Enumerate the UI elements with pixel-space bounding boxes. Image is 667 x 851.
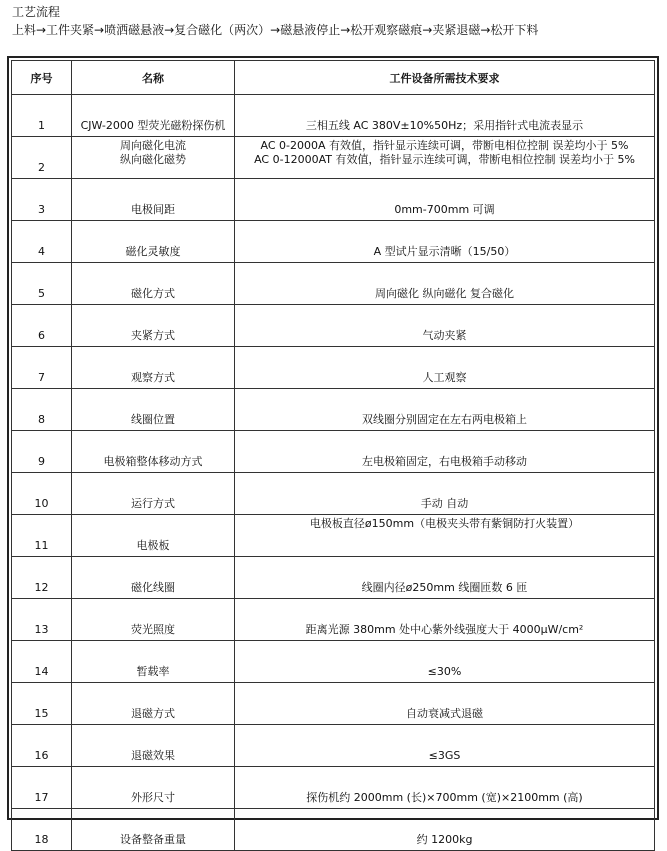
item-name-line: 外形尺寸 (131, 791, 175, 804)
item-requirement (235, 389, 655, 431)
table-row (12, 179, 655, 221)
item-requirement-line: 周向磁化 纵向磁化 复合磁化 (375, 287, 514, 300)
item-name-line: 周向磁化电流 (120, 139, 186, 152)
item-requirement-line: 约 1200kg (416, 833, 473, 846)
item-name-line: 纵向磁化磁势 (120, 153, 186, 166)
table-header-row (12, 61, 655, 95)
table-row (12, 305, 655, 347)
section-heading: 工艺流程 (12, 5, 61, 19)
item-name (72, 809, 235, 851)
row-number: 4 (12, 221, 72, 263)
table-row (12, 809, 655, 851)
item-requirement-line: ≤30% (427, 665, 462, 678)
row-number: 3 (12, 179, 72, 221)
header-requirement: 工件设备所需技术要求 (235, 61, 655, 95)
item-name (72, 725, 235, 767)
row-number: 1 (12, 95, 72, 137)
row-number: 13 (12, 599, 72, 641)
item-name (72, 95, 235, 137)
table-row (12, 641, 655, 683)
table-row (12, 263, 655, 305)
spec-table (11, 60, 655, 851)
item-requirement (235, 137, 655, 179)
item-name (72, 305, 235, 347)
item-requirement (235, 809, 655, 851)
item-requirement-line: 三相五线 AC 380V±10%50Hz；采用指针式电流表显示 (305, 119, 584, 132)
row-number: 14 (12, 641, 72, 683)
item-name-line: 设备整备重量 (120, 833, 186, 846)
item-name-line: 运行方式 (131, 497, 175, 510)
item-name (72, 641, 235, 683)
item-name-line: 磁化灵敏度 (125, 245, 181, 258)
item-name-line: 暂载率 (136, 665, 170, 678)
table-row (12, 515, 655, 557)
item-name-line: 退磁方式 (131, 707, 175, 720)
table-row (12, 389, 655, 431)
item-name (72, 179, 235, 221)
item-name (72, 347, 235, 389)
item-requirement-line: 气动夹紧 (422, 329, 467, 342)
item-requirement-line: 手动 自动 (420, 497, 469, 510)
item-name-line: 线圈位置 (131, 413, 175, 426)
item-name-line: 夹紧方式 (131, 329, 175, 342)
row-number: 16 (12, 725, 72, 767)
row-number: 9 (12, 431, 72, 473)
item-name-line: 电极间距 (131, 203, 175, 216)
item-name (72, 431, 235, 473)
item-requirement (235, 641, 655, 683)
item-name (72, 557, 235, 599)
table-row (12, 221, 655, 263)
item-name-line: CJW-2000 型荧光磁粉探伤机 (80, 119, 226, 132)
table-row (12, 95, 655, 137)
item-requirement (235, 515, 655, 557)
item-name (72, 137, 235, 179)
table-row (12, 599, 655, 641)
item-name-line: 磁化线圈 (131, 581, 175, 594)
item-requirement (235, 305, 655, 347)
item-requirement (235, 725, 655, 767)
row-number: 10 (12, 473, 72, 515)
table-row (12, 683, 655, 725)
item-requirement-line: 双线圈分别固定在左右两电极箱上 (362, 413, 527, 426)
item-name (72, 221, 235, 263)
item-requirement-line: AC 0-2000A 有效值，指针显示连续可调，带断电相位控制 误差均小于 5% (260, 139, 629, 152)
item-requirement (235, 599, 655, 641)
item-name (72, 263, 235, 305)
table-row (12, 557, 655, 599)
table-row (12, 473, 655, 515)
item-requirement (235, 431, 655, 473)
row-number: 15 (12, 683, 72, 725)
row-number: 12 (12, 557, 72, 599)
header-no: 序号 (12, 61, 72, 95)
process-flow: 上料→工件夹紧→喷洒磁悬液→复合磁化（两次）→磁悬液停止→松开观察磁痕→夹紧退磁→松开下料 (12, 23, 539, 37)
item-requirement (235, 95, 655, 137)
item-requirement (235, 557, 655, 599)
item-name-line: 退磁效果 (131, 749, 175, 762)
item-name (72, 515, 235, 557)
row-number: 2 (12, 137, 72, 179)
item-name-line: 电极板 (136, 539, 170, 552)
table-row (12, 767, 655, 809)
item-requirement-line: 左电极箱固定，右电极箱手动移动 (362, 455, 527, 468)
row-number: 6 (12, 305, 72, 347)
item-requirement (235, 767, 655, 809)
item-requirement (235, 347, 655, 389)
item-requirement (235, 221, 655, 263)
item-name (72, 473, 235, 515)
item-requirement-line: 电极板直径ø150mm（电极夹头带有紫铜防打火装置） (309, 517, 580, 530)
item-requirement-line: 线圈内径ø250mm 线圈匝数 6 匝 (361, 581, 528, 594)
row-number: 7 (12, 347, 72, 389)
item-name (72, 389, 235, 431)
header-name: 名称 (72, 61, 235, 95)
item-requirement-line: 探伤机约 2000mm (长)×700mm (宽)×2100mm (高) (306, 791, 583, 804)
item-requirement-line: 0mm-700mm 可调 (394, 203, 495, 216)
item-requirement (235, 473, 655, 515)
row-number: 11 (12, 515, 72, 557)
item-name-line: 电极箱整体移动方式 (103, 455, 203, 468)
item-name (72, 767, 235, 809)
item-name (72, 683, 235, 725)
item-requirement-line: 人工观察 (422, 371, 467, 384)
row-number: 8 (12, 389, 72, 431)
item-requirement-line: ≤3GS (428, 749, 461, 762)
item-name-line: 荧光照度 (131, 623, 175, 636)
table-row (12, 347, 655, 389)
item-name (72, 599, 235, 641)
item-name-line: 观察方式 (131, 371, 175, 384)
item-requirement-line: A 型试片显示清晰（15/50） (373, 245, 516, 258)
row-number: 17 (12, 767, 72, 809)
item-requirement (235, 263, 655, 305)
row-number: 5 (12, 263, 72, 305)
spec-table-frame (7, 56, 659, 846)
item-requirement (235, 179, 655, 221)
item-requirement (235, 683, 655, 725)
item-requirement-line: 自动衰减式退磁 (406, 707, 483, 720)
item-requirement-line: AC 0-12000AT 有效值，指针显示连续可调，带断电相位控制 误差均小于 5% (254, 153, 635, 166)
table-row (12, 431, 655, 473)
item-name-line: 磁化方式 (131, 287, 175, 300)
table-row (12, 137, 655, 179)
item-requirement-line: 距离光源 380mm 处中心紫外线强度大于 4000μW/cm² (305, 623, 584, 636)
row-number: 18 (12, 809, 72, 851)
table-row (12, 725, 655, 767)
